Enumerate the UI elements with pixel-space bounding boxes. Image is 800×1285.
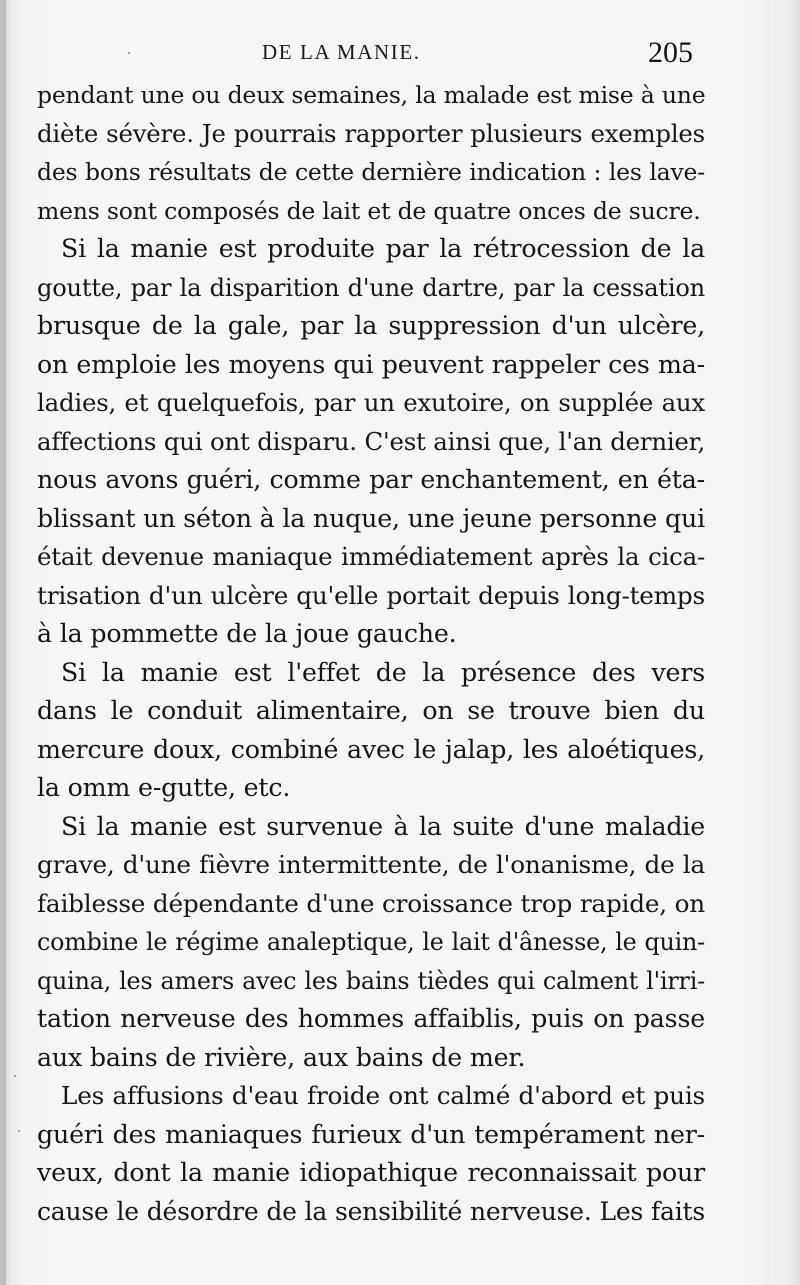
text-line: guéri des maniaques furieux d'un tempérament ner-: [37, 1119, 705, 1149]
paper-speck: [128, 52, 130, 54]
text-line: des bons résultats de cette dernière indication : les lave-: [37, 158, 705, 186]
running-head: [0, 36, 800, 76]
text-line: mercure doux, combiné avec le jalap, les aloétiques,: [37, 734, 705, 764]
text-line: nous avons guéri, comme par enchantement, en éta-: [37, 465, 705, 494]
text-line: grave, d'une fièvre intermittente, de l'onanisme, de la: [37, 850, 705, 879]
text-line: affections qui ont disparu. C'est ainsi que, l'an dernier,: [37, 426, 705, 456]
text-line: diète sévère. Je pourrais rapporter plusieurs exemples: [37, 118, 705, 148]
text-line: cause le désordre de la sensibilité nerveuse. Les faits: [37, 1196, 705, 1226]
text-line: tation nerveuse des hommes affaiblis, puis on passe: [37, 1004, 705, 1033]
text-line: était devenue maniaque immédiatement après la cica-: [37, 542, 705, 571]
page-edge-shadow: [0, 0, 6, 1285]
text-line: dans le conduit alimentaire, on se trouve bien du: [37, 696, 705, 725]
body-text: [37, 76, 705, 1231]
text-line: goutte, par la disparition d'une dartre, par la cessation: [37, 273, 705, 302]
text-line: ladies, et quelquefois, par un exutoire, on supplée aux: [37, 388, 705, 417]
paper-speck: [14, 1075, 16, 1077]
text-line: Si la manie est produite par la rétrocession de la: [61, 234, 705, 263]
text-line: on emploie les moyens qui peuvent rappeler ces ma-: [37, 349, 705, 379]
text-line: trisation d'un ulcère qu'elle portait depuis long-temps: [37, 580, 705, 610]
text-line: veux, dont la manie idiopathique reconnaissait pour: [37, 1158, 705, 1187]
text-line: Les affusions d'eau froide ont calmé d'abord et puis: [61, 1081, 705, 1110]
text-line: combine le régime analeptique, le lait d'ânesse, le quin-: [37, 928, 705, 956]
text-line: Si la manie est survenue à la suite d'une maladie: [61, 811, 705, 841]
text-line: mens sont composés de lait et de quatre onces de sucre.: [37, 196, 701, 225]
text-line: brusque de la gale, par la suppression d'un ulcère,: [37, 311, 705, 340]
text-line: blissant un séton à la nuque, une jeune personne qui: [37, 503, 705, 533]
text-line: Si la manie est l'effet de la présence des vers: [61, 657, 705, 687]
text-line: faiblesse dépendante d'une croissance trop rapide, on: [37, 888, 705, 918]
text-line: la omm e-gutte, etc.: [37, 773, 291, 802]
text-line: aux bains de rivière, aux bains de mer.: [37, 1042, 526, 1072]
paper-speck: [18, 1130, 20, 1132]
text-line: quina, les amers avec les bains tièdes qui calment l'irri-: [37, 966, 705, 995]
running-title: DE LA MANIE.: [262, 40, 421, 64]
text-line: pendant une ou deux semaines, la malade est mise à une: [37, 81, 706, 109]
page-number: 205: [648, 36, 693, 69]
text-line: à la pommette de la joue gauche.: [37, 619, 457, 648]
